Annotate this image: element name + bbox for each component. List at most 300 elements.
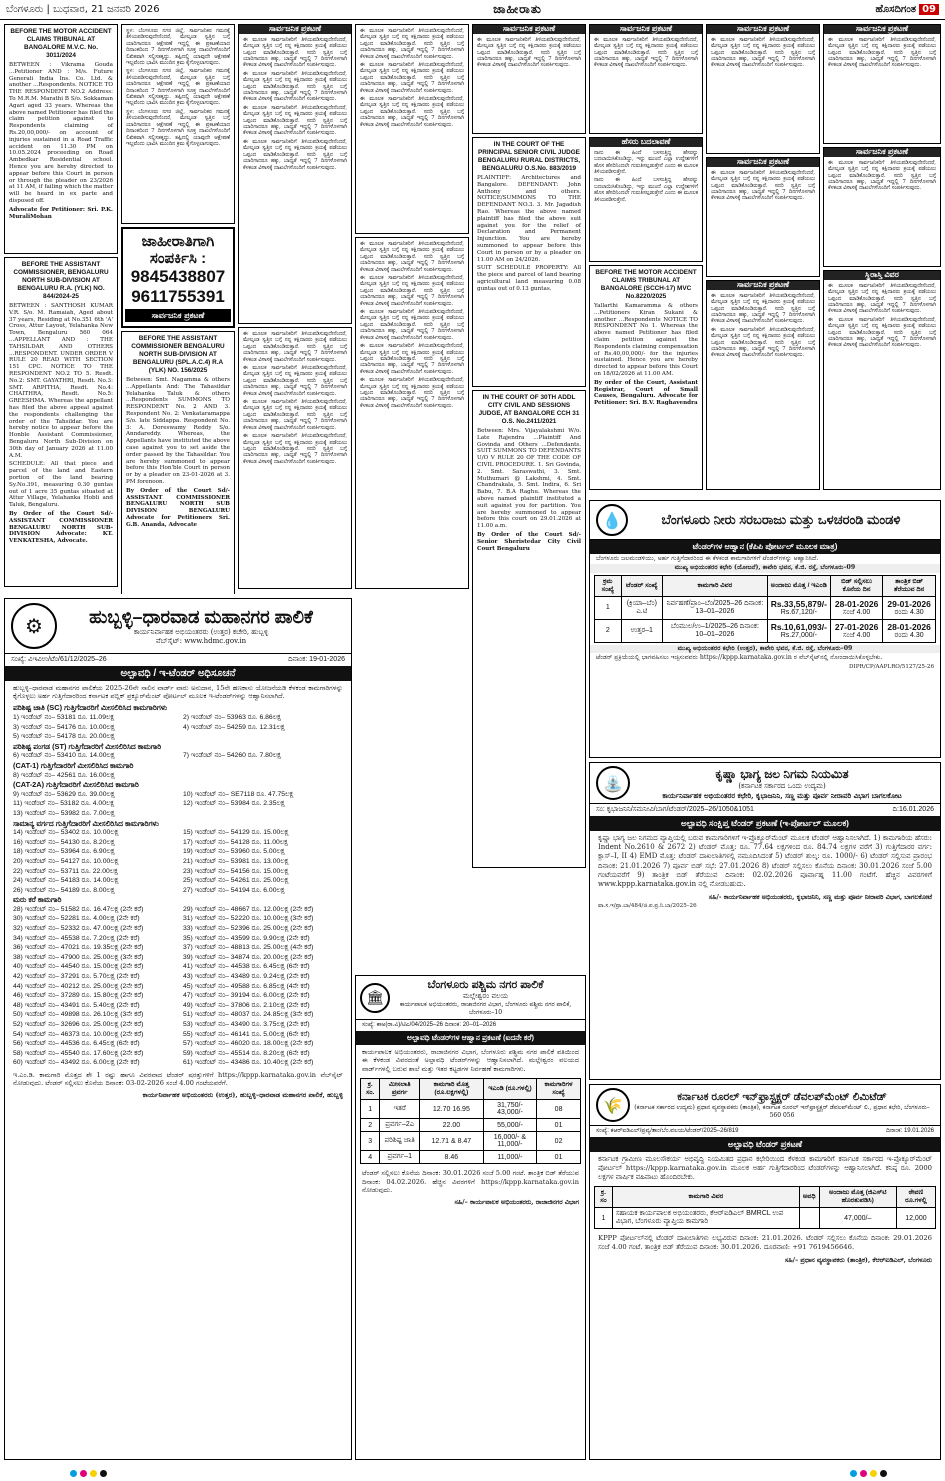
indent-item: 12) ಇಂಡೆಂಟ್ ನಂ– 53984 ರೂ. 2.35ಲಕ್ಷ xyxy=(183,800,285,808)
column-header: ಬಿಡ್ ಸಲ್ಲಿಸಲು ಕೊನೆಯ ದಿನ xyxy=(830,575,882,596)
cell-value: Rs.67,120/- xyxy=(780,609,817,617)
indent-item: 61) ಇಂಡೆಂಟ್ ನಂ– 43486 ರೂ. 10.40ಲಕ್ಷ (2ನೇ ಕರೆ) xyxy=(183,1059,314,1067)
yellow-mark xyxy=(90,1470,97,1477)
cell-cat: ಪರಿಶಿಷ್ಟ ಜಾತಿ xyxy=(380,1132,420,1151)
cell-value: Rs.10,61,093/- xyxy=(770,622,827,633)
indent-item: 57) ಇಂಡೆಂಟ್ ನಂ– 46020 ರೂ. 18.00ಲಕ್ಷ (2ನೇ ಕರೆ) xyxy=(183,1040,314,1048)
indent-group-title: ಪರಿಶಿಷ್ಟ ಪಂಗಡ (ST) ಗುತ್ತಿಗೆದಾರರಿಗೆ ಮೀಸಲಿರಿಸಿದ ಕಾಮಗಾರಿ xyxy=(13,741,162,751)
hdmc-indent-list xyxy=(5,703,351,1068)
legal-notice-mvc xyxy=(589,265,703,490)
column-header: ಠೇವಣಿ ರೂ.ಗಳಲ್ಲಿ xyxy=(896,1187,935,1208)
notice-text: ಈ ಮೂಲಕ ಸಾರ್ವಜನಿಕರಿಗೆ ತಿಳಿಯಪಡಿಸುವುದೇನೆಂದರೆ, ಮೇಲ್ಕಂಡ ಸ್ವತ್ತಿನ ಬಗ್ಗೆ ನನ್ನ ಕಕ್ಷಿದಾರರು ಕ್ರಯಕ್ಕೆ ಪಡೆಯಲು ಒಪ್ಪಂದ ಮಾಡಿಕೊಂಡಿರುತ್ತಾರೆ. ಸದರಿ ಸ್ವತ್ತಿನ ಬಗ್ಗೆ ಯಾರಿಗಾದರೂ ಹಕ್ಕು, ಬಾಧ್ಯತೆ ಇದ್ದಲ್ಲಿ 7 ದಿನಗಳೊಳಗಾಗಿ ಕೆಳಕಂಡ ವಿಳಾಸಕ್ಕೆ ದಾಖಲೆಗಳೊಂದಿಗೆ ಸಂಪರ್ಕಿಸುವುದು. xyxy=(477,36,581,69)
column-header: ಕ್ರ. ಸಂ xyxy=(595,1187,613,1208)
kannada-notice xyxy=(589,24,703,134)
indent-item: 37) ಇಂಡೆಂಟ್ ನಂ– 48813 ರೂ. 25.00ಲಕ್ಷ (4ನೇ ಕರೆ) xyxy=(183,944,314,952)
cell-emd: 11,000/- xyxy=(483,1151,536,1164)
notice-text-repeat: ಈ ಮೂಲಕ ಸಾರ್ವಜನಿಕರಿಗೆ ತಿಳಿಯಪಡಿಸುವುದೇನೆಂದರೆ, ಮೇಲ್ಕಂಡ ಸ್ವತ್ತಿನ ಬಗ್ಗೆ ನನ್ನ ಕಕ್ಷಿದಾರರು ಕ್ರಯಕ್ಕೆ ಪಡೆಯಲು ಒಪ್ಪಂದ ಮಾಡಿಕೊಂಡಿರುತ್ತಾರೆ. ಸದರಿ ಸ್ವತ್ತಿನ ಬಗ್ಗೆ ಯಾರಿಗಾದರೂ ಹಕ್ಕು, ಬಾಧ್ಯತೆ ಇದ್ದಲ್ಲಿ 7 ದಿನಗಳೊಳಗಾಗಿ ಕೆಳಕಂಡ ವಿಳಾಸಕ್ಕೆ ದಾಖಲೆಗಳೊಂದಿಗೆ ಸಂಪರ್ಕಿಸುವುದು. xyxy=(243,433,347,465)
indent-item: 48) ಇಂಡೆಂಟ್ ನಂ– 43491 ರೂ. 5.40ಲಕ್ಷ (2ನೇ ಕರೆ) xyxy=(13,1001,140,1009)
cell-sl: 4 xyxy=(361,1151,380,1164)
bwssb-code: DIPR/CP/AAPLRO/5127/25-26 xyxy=(849,663,934,670)
krdl-tender-ad xyxy=(589,1084,941,1460)
kannada-notice xyxy=(355,24,469,234)
bmp-header xyxy=(356,976,585,1020)
magenta-mark xyxy=(860,1470,867,1477)
cell-sl xyxy=(595,619,622,642)
indent-item: 43) ಇಂಡೆಂಟ್ ನಂ– 43489 ರೂ. 9.24ಲಕ್ಷ (2ನೇ ಕರೆ) xyxy=(183,973,310,981)
indent-item: 24) ಇಂಡೆಂಟ್ ನಂ– 54183 ರೂ. 14.00ಲಕ್ಷ xyxy=(13,877,119,885)
notice-text: ಸ್ಥಳ: ಬೆಂಗಳೂರು ನಗರ ಜಿಲ್ಲೆ, ಸಾರ್ವಜನಿಕರ ಗಮನಕ್ಕೆ ತಿಳಿಯಪಡಿಸುವುದೇನೆಂದರೆ, ಮೇಲ್ಕಂಡ ಸ್ವತ್ತಿನ ಬಗ್ಗೆ ಯಾರಿಗಾದರೂ ಆಕ್ಷೇಪಣೆ ಇದ್ದಲ್ಲಿ ಈ ಪ್ರಕಟಣೆಯಾದ ದಿನಾಂಕದಿಂದ 7 ದಿನಗಳೊಳಗಾಗಿ ಸೂಕ್ತ ದಾಖಲೆಗಳೊಂದಿಗೆ ಲಿಖಿತವಾಗಿ ಸಲ್ಲಿಸತಕ್ಕದ್ದು. ತಪ್ಪಿದಲ್ಲಿ ಯಾವುದೇ ಆಕ್ಷೇಪಣೆ ಇಲ್ಲವೆಂದು ಭಾವಿಸಿ ಮುಂದಿನ ಕ್ರಮ ಕೈಗೊಳ್ಳಲಾಗುವುದು. xyxy=(126,28,230,67)
notice-text-repeat: ಈ ಮೂಲಕ ಸಾರ್ವಜನಿಕರಿಗೆ ತಿಳಿಯಪಡಿಸುವುದೇನೆಂದರೆ, ಮೇಲ್ಕಂಡ ಸ್ವತ್ತಿನ ಬಗ್ಗೆ ನನ್ನ ಕಕ್ಷಿದಾರರು ಕ್ರಯಕ್ಕೆ ಪಡೆಯಲು ಒಪ್ಪಂದ ಮಾಡಿಕೊಂಡಿರುತ್ತಾರೆ. ಸದರಿ ಸ್ವತ್ತಿನ ಬಗ್ಗೆ ಯಾರಿಗಾದರೂ ಹಕ್ಕು, ಬಾಧ್ಯತೆ ಇದ್ದಲ್ಲಿ 7 ದಿನಗಳೊಳಗಾಗಿ ಕೆಳಕಂಡ ವಿಳಾಸಕ್ಕೆ ದಾಖಲೆಗಳೊಂದಿಗೆ ಸಂಪರ್ಕಿಸುವುದು. xyxy=(360,309,464,341)
notice-text: ಈ ಮೂಲಕ ಸಾರ್ವಜನಿಕರಿಗೆ ತಿಳಿಯಪಡಿಸುವುದೇನೆಂದರೆ, ಮೇಲ್ಕಂಡ ಸ್ವತ್ತಿನ ಬಗ್ಗೆ ನನ್ನ ಕಕ್ಷಿದಾರರು ಕ್ರಯಕ್ಕೆ ಪಡೆಯಲು ಒಪ್ಪಂದ ಮಾಡಿಕೊಂಡಿರುತ್ತಾರೆ. ಸದರಿ ಸ್ವತ್ತಿನ ಬಗ್ಗೆ ಯಾರಿಗಾದರೂ ಹಕ್ಕು, ಬಾಧ್ಯತೆ ಇದ್ದಲ್ಲಿ 7 ದಿನಗಳೊಳಗಾಗಿ ಕೆಳಕಂಡ ವಿಳಾಸಕ್ಕೆ ದಾಖಲೆಗಳೊಂದಿಗೆ ಸಂಪರ್ಕಿಸುವುದು. xyxy=(594,36,698,69)
kbjnl-code: ವಾ.ಸ.ಇ/ಪ್ರಾ.ಬಾ/484/ಜಿ.ಪ.ಪ್ರ.ನಿ.ಬಾ/2025–26 xyxy=(598,902,697,909)
bwssb-title: ಬೆಂಗಳೂರು ನೀರು ಸರಬರಾಜು ಮತ್ತು ಒಳಚರಂಡಿ ಮಂಡಳಿ xyxy=(661,512,901,527)
notice-text: ಈ ಮೂಲಕ ಸಾರ್ವಜನಿಕರಿಗೆ ತಿಳಿಯಪಡಿಸುವುದೇನೆಂದರೆ, ಮೇಲ್ಕಂಡ ಸ್ವತ್ತಿನ ಬಗ್ಗೆ ನನ್ನ ಕಕ್ಷಿದಾರರು ಕ್ರಯಕ್ಕೆ ಪಡೆಯಲು ಒಪ್ಪಂದ ಮಾಡಿಕೊಂಡಿರುತ್ತಾರೆ. ಸದರಿ ಸ್ವತ್ತಿನ ಬಗ್ಗೆ ಯಾರಿಗಾದರೂ ಹಕ್ಕು, ಬಾಧ್ಯತೆ ಇದ್ದಲ್ಲಿ 7 ದಿನಗಳೊಳಗಾಗಿ ಕೆಳಕಂಡ ವಿಳಾಸಕ್ಕೆ ದಾಖಲೆಗಳೊಂದಿಗೆ ಸಂಪರ್ಕಿಸುವುದು. xyxy=(828,282,936,315)
indent-item: 32) ಇಂಡೆಂಟ್ ನಂ– 52332 ರೂ. 47.00ಲಕ್ಷ (2ನೇ ಕರೆ) xyxy=(13,925,144,933)
indent-group-title: (CAT-2A) ಗುತ್ತಿಗೆದಾರರಿಗೆ ಮೀಸಲಿರಿಸಿದ ಕಾಮಗಾರಿ xyxy=(13,780,139,790)
notice-sign: By Order of the Court Sd/- Senior Sheristedar City Civil Court Bengaluru xyxy=(477,531,581,552)
indent-group-title: ಪರಿಶಿಷ್ಟ ಜಾತಿ (SC) ಗುತ್ತಿಗೆದಾರರಿಗೆ ಮೀಸಲಿರಿಸಿದ ಕಾಮಗಾರಿಗಳು xyxy=(13,703,168,713)
indent-group-title: ಮರು ಕರೆ ಕಾಮಗಾರಿ xyxy=(13,895,62,905)
indent-item: 60) ಇಂಡೆಂಟ್ ನಂ– 43492 ರೂ. 6.00ಲಕ್ಷ (2ನೇ ಕರೆ) xyxy=(13,1059,140,1067)
notice-text: ನಾನು ಈ ಹಿಂದೆ ಬಳಸುತ್ತಿದ್ದ ಹೆಸರನ್ನು ಬದಲಾಯಿಸಿಕೊಂಡಿದ್ದು, ಇನ್ನು ಮುಂದೆ ಎಲ್ಲಾ ಉದ್ದೇಶಗಳಿಗೆ ಹೊಸ ಹೆಸರಿನಿಂದಲೇ ಗುರುತಿಸಲ್ಪಡುತ್ತೇನೆ ಎಂದು ಈ ಮೂಲಕ ತಿಳಿಯಪಡಿಸುತ್ತೇನೆ. xyxy=(594,149,698,176)
indent-item: 27) ಇಂಡೆಂಟ್ ನಂ– 54194 ರೂ. 6.00ಲಕ್ಷ xyxy=(183,886,285,894)
table-row xyxy=(595,1208,936,1229)
column-header: ಅವಧಿ xyxy=(799,1187,819,1208)
bwssb-sub-1: ಮುಖ್ಯ ಅಭಿಯಂತರರ ಕಛೇರಿ (ಯೋಜನೆ), ಕಾವೇರಿ ಭವನ, ಕೆ.ಜಿ. ರಸ್ತೆ, ಬೆಂಗಳೂರು–09 xyxy=(590,564,940,572)
notice-text: ಈ ಮೂಲಕ ಸಾರ್ವಜನಿಕರಿಗೆ ತಿಳಿಯಪಡಿಸುವುದೇನೆಂದರೆ, ಮೇಲ್ಕಂಡ ಸ್ವತ್ತಿನ ಬಗ್ಗೆ ನನ್ನ ಕಕ್ಷಿದಾರರು ಕ್ರಯಕ್ಕೆ ಪಡೆಯಲು ಒಪ್ಪಂದ ಮಾಡಿಕೊಂಡಿರುತ್ತಾರೆ. ಸದರಿ ಸ್ವತ್ತಿನ ಬಗ್ಗೆ ಯಾರಿಗಾದರೂ ಹಕ್ಕು, ಬಾಧ್ಯತೆ ಇದ್ದಲ್ಲಿ 7 ದಿನಗಳೊಳಗಾಗಿ ಕೆಳಕಂಡ ವಿಳಾಸಕ್ಕೆ ದಾಖಲೆಗಳೊಂದಿಗೆ ಸಂಪರ್ಕಿಸುವುದು. xyxy=(828,159,936,192)
yellow-mark xyxy=(870,1470,877,1477)
indent-item: 55) ಇಂಡೆಂಟ್ ನಂ– 46141 ರೂ. 5.00ಲಕ್ಷ (6ನೇ ಕರೆ) xyxy=(183,1030,310,1038)
indent-item: 36) ಇಂಡೆಂಟ್ ನಂ– 47021 ರೂ. 19.35ಲಕ್ಷ (2ನೇ ಕರೆ) xyxy=(13,944,144,952)
notice-heading: IN THE COURT OF 30TH ADDL CITY CIVIL AND SESSIONS JUDGE, AT BANGALORE CCH 31 O.S. No.2411/2021 xyxy=(478,394,580,425)
cell-emd: 31,750/- 43,000/- xyxy=(483,1100,536,1119)
cyan-mark xyxy=(70,1470,77,1477)
column-header: ಮೀಸಲಾತಿ ಪ್ರವರ್ಗ xyxy=(380,1079,420,1100)
notice-band: ಸ್ಥಿರಾಸ್ತಿ ವಿವರ xyxy=(824,271,940,280)
cell-value: Rs.33,55,879/- xyxy=(770,599,827,610)
kbjnl-text: ಕೃಷ್ಣಾ ಭಾಗ್ಯ ಜಲ ನಿಗಮದ ವ್ಯಾಪ್ತಿಯಲ್ಲಿ ಬರುವ ಕಾಮಗಾರಿಗಳಿಗೆ ಇ-ಪ್ರೊಕ್ಯೂರ್‌ಮೆಂಟ್ ಮೂಲಕ ಟೆಂಡರ್ ಆಹ್ವಾನಿಸಲಾಗಿದೆ. 1) ಕಾಮಗಾರಿಯ ಹೆಸರು: Indent No.2610 & 2672 2) ಟೆಂಡರ್ ಮೊತ್ತ: ರೂ. 77.64 ಲಕ್ಷಗಳಿಂದ ರೂ. 84.74 ಲಕ್ಷಗಳ ವರೆಗೆ 3) ಗುತ್ತಿಗೆದಾರರ ವರ್ಗ: ಕ್ಲಾಸ್–I, II 4) EMD ಮೊತ್ತ: ಟೆಂಡರ್ ದಾಖಲಾತಿಗಳಲ್ಲಿ ನಮೂದಿಸಿದಂತೆ 5) ಟೆಂಡರ್ ಶುಲ್ಕ: ರೂ. 1000/- 6) ಟೆಂಡರ್ ಸಲ್ಲಿಸುವ ಪ್ರಾರಂಭ ದಿನಾಂಕ: 21.01.2026 7) ಪೂರ್ವ ಬಿಡ್ ಸಭೆ: 27.01.2026 8) ಟೆಂಡರ್ ಸಲ್ಲಿಸಲು ಕೊನೆಯ ದಿನಾಂಕ: 30.01.2026 ಸಂಜೆ 5.00 ಗಂಟೆಯವರೆಗೆ 9) ತಾಂತ್ರಿಕ ಬಿಡ್ ತೆರೆಯುವ ದಿನಾಂಕ: 02.02.2026 ಪೂರ್ವಾಹ್ನ 11.00 ಗಂಟೆಗೆ. ಹೆಚ್ಚಿನ ವಿವರಗಳಿಗೆ www.kppp.karnataka.gov.in ನಲ್ಲಿ ನೋಡಬಹುದು. xyxy=(598,834,932,889)
hdmc-meta xyxy=(5,654,351,666)
notice-heading: BEFORE THE MOTOR ACCIDENT CLAIMS TRIBUNAL AT BANGALORE (SCCH-17) MVC No.8220/2025 xyxy=(595,269,697,300)
registration-marks-right xyxy=(850,1470,887,1477)
legal-notice-os883 xyxy=(472,137,586,387)
notice-band: ಸಾರ್ವಜನಿಕ ಪ್ರಕಟಣೆ xyxy=(473,25,585,34)
bmp-meta xyxy=(356,1020,585,1031)
indent-item: 34) ಇಂಡೆಂಟ್ ನಂ– 45538 ರೂ. 7.20ಲಕ್ಷ (2ನೇ ಕರೆ) xyxy=(13,934,140,942)
notice-text-repeat: ಈ ಮೂಲಕ ಸಾರ್ವಜನಿಕರಿಗೆ ತಿಳಿಯಪಡಿಸುವುದೇನೆಂದರೆ, ಮೇಲ್ಕಂಡ ಸ್ವತ್ತಿನ ಬಗ್ಗೆ ನನ್ನ ಕಕ್ಷಿದಾರರು ಕ್ರಯಕ್ಕೆ ಪಡೆಯಲು ಒಪ್ಪಂದ ಮಾಡಿಕೊಂಡಿರುತ್ತಾರೆ. ಸದರಿ ಸ್ವತ್ತಿನ ಬಗ್ಗೆ ಯಾರಿಗಾದರೂ ಹಕ್ಕು, ಬಾಧ್ಯತೆ ಇದ್ದಲ್ಲಿ 7 ದಿನಗಳೊಳಗಾಗಿ ಕೆಳಕಂಡ ವಿಳಾಸಕ್ಕೆ ದಾಖಲೆಗಳೊಂದಿಗೆ ಸಂಪರ್ಕಿಸುವುದು. xyxy=(360,96,464,128)
bwssb-tender-ad xyxy=(589,500,941,758)
notice-schedule: SCHEDULE: All that piece and parcel of the land and Eastern portion of the land bearing Sy.No.391, measuring 0.30 guntas out of 1 acre 35 guntas situated at Attur Village, Yelahanka Hobli and Taluk, Bengaluru. xyxy=(9,461,113,509)
bwssb-logo-icon: 💧 xyxy=(596,504,628,536)
bmp-emblem-icon: 🏛 xyxy=(360,983,390,1013)
column-7 xyxy=(706,24,820,499)
hdmc-title: ಹುಬ್ಬಳ್ಳಿ–ಧಾರವಾಡ ಮಹಾನಗರ ಪಾಲಿಕೆ xyxy=(89,606,313,627)
kbjnl-header xyxy=(590,763,940,804)
cell-work: ಸಹಾಯಕ ಕಾರ್ಯಪಾಲಕ ಅಭಿಯಂತರರು, ಕೆಆರ್‌ಐಡಿಎಲ್ BMRCL ಉಪ ವಿಭಾಗ, ಬೆಂಗಳೂರು ವ್ಯಾಪ್ತಿಯ ಕಾಮಗಾರಿ xyxy=(612,1208,799,1229)
column-header: ಕ್ರಮ ಸಂಖ್ಯೆ xyxy=(595,575,622,596)
krdl-ref: ಸಂಖ್ಯೆ: ಕಆರ್‌ಐಡಿಎಲ್/ಪ್ರವ್ಯ/ತಾಂ/ಬೆಂ.ವಲಯ/ಟೆಂಡರ್/2025–26/819 xyxy=(596,1128,739,1134)
krdl-sign: ಸಹಿ/– ಪ್ರಧಾನ ವ್ಯವಸ್ಥಾಪಕರು (ತಾಂತ್ರಿಕ), ಕೆಆರ್‌ಐಡಿಎಲ್, ಬೆಂಗಳೂರು xyxy=(784,1255,932,1264)
notice-text: ಈ ಮೂಲಕ ಸಾರ್ವಜನಿಕರಿಗೆ ತಿಳಿಯಪಡಿಸುವುದೇನೆಂದರೆ, ಮೇಲ್ಕಂಡ ಸ್ವತ್ತಿನ ಬಗ್ಗೆ ನನ್ನ ಕಕ್ಷಿದಾರರು ಕ್ರಯಕ್ಕೆ ಪಡೆಯಲು ಒಪ್ಪಂದ ಮಾಡಿಕೊಂಡಿರುತ್ತಾರೆ. ಸದರಿ ಸ್ವತ್ತಿನ ಬಗ್ಗೆ ಯಾರಿಗಾದರೂ ಹಕ್ಕು, ಬಾಧ್ಯತೆ ಇದ್ದಲ್ಲಿ 7 ದಿನಗಳೊಳಗಾಗಿ ಕೆಳಕಂಡ ವಿಳಾಸಕ್ಕೆ ದಾಖಲೆಗಳೊಂದಿಗೆ ಸಂಪರ್ಕಿಸುವುದು. xyxy=(360,28,464,60)
kbjnl-date: ದಿ:16.01.2026 xyxy=(892,806,934,813)
indent-item: 20) ಇಂಡೆಂಟ್ ನಂ– 54127 ರೂ. 10.00ಲಕ್ಷ xyxy=(13,857,119,865)
notice-sign: By order of the Court, Assistant Registrar, Court of Small Causes, Bengaluru. Advocate for Petitioner: Sri. B.V. Raghavendra xyxy=(594,379,698,407)
column-header: ಟೆಂಡರ್ ಸಂಖ್ಯೆ xyxy=(621,575,663,596)
indent-item: 14) ಇಂಡೆಂಟ್ ನಂ– 53402 ರೂ. 10.00ಲಕ್ಷ xyxy=(13,829,119,837)
ads-phone-2[interactable]: 9611755391 xyxy=(131,287,225,306)
cell-value: ಸಂಜೆ 4.00 xyxy=(842,608,871,616)
cell-amt: 12.70 16.95 xyxy=(420,1100,484,1119)
masthead-bar xyxy=(0,0,945,20)
column-header: ಕಾಮಗಾರಿಗಳ ಸಂಖ್ಯೆ xyxy=(537,1079,581,1100)
kannada-notice xyxy=(238,24,352,324)
hdmc-emblem-icon: ⚙ xyxy=(11,603,57,649)
indent-item: 26) ಇಂಡೆಂಟ್ ನಂ– 54189 ರೂ. 8.00ಲಕ್ಷ xyxy=(13,886,115,894)
cell-work xyxy=(663,596,768,619)
kbjnl-tender-ad xyxy=(589,762,941,1080)
indent-item: 18) ಇಂಡೆಂಟ್ ನಂ– 53964 ರೂ. 6.90ಲಕ್ಷ xyxy=(13,848,115,856)
magenta-mark xyxy=(80,1470,87,1477)
cell-cat: ಪ್ರವರ್ಗ–1 xyxy=(380,1151,420,1164)
indent-item: 41) ಇಂಡೆಂಟ್ ನಂ– 44538 ರೂ. 6.45ಲಕ್ಷ (6ನೇ ಕರೆ) xyxy=(183,963,310,971)
kbjnl-sub-1: (ಕರ್ನಾಟಕ ಸರ್ಕಾರದ ಒಂದು ಉದ್ಯಮ) xyxy=(738,781,826,790)
kbjnl-title: ಕೃಷ್ಣಾ ಭಾಗ್ಯ ಜಲ ನಿಗಮ ನಿಯಮಿತ xyxy=(715,766,849,781)
kannada-notice-2 xyxy=(238,327,352,589)
indent-item: 19) ಇಂಡೆಂಟ್ ನಂ– 53960 ರೂ. 5.00ಲಕ್ಷ xyxy=(183,848,285,856)
bmp-tender-ad xyxy=(355,975,586,1460)
table-row xyxy=(361,1100,581,1119)
bmp-title: ಬೆಂಗಳೂರು ಪಶ್ಚಿಮ ನಗರ ಪಾಲಿಕೆ xyxy=(427,979,544,991)
bwssb-sub-2: ಮುಖ್ಯ ಅಭಿಯಂತರರ ಕಛೇರಿ (ಉತ್ತರ), ಕಾವೇರಿ ಭವನ, ಕೆ.ಜಿ. ರಸ್ತೆ, ಬೆಂಗಳೂರು–09 xyxy=(590,645,940,653)
bwssb-footer: ಟೆಂಡರ್ ಪ್ರಕ್ರಿಯೆಯಲ್ಲಿ ಭಾಗವಹಿಸಲು ಇಚ್ಛಿಸುವವರು https://kppp.karnataka.gov.in ರ ವೆಬ್‌ಸೈಟ್‌ನಲ್ಲಿ ನೋಂದಾಯಿಸಿಕೊಳ್ಳಬೇಕು. xyxy=(596,654,883,662)
notice-body: PLAINTIFF: Architectures and Bangalore. DEFENDANT: John Anthony and others. NOTICE/SUMMONS TO THE DEFENDANT NO.3. 3. Mr. Jagadish Rao. Whereas the above named plaintiff has filed the above suit against you for the relief of Declaration and Permanent Injunction. You are hereby summoned to appear before this Court in person or by a pleader on 11.00 AM on 24/2026. xyxy=(477,175,581,263)
cell-value: ರಂದು 4.30 xyxy=(894,608,924,616)
indent-item: 35) ಇಂಡೆಂಟ್ ನಂ– 43599 ರೂ. 9.90ಲಕ್ಷ (2ನೇ ಕರೆ) xyxy=(183,934,310,942)
column-6 xyxy=(589,24,703,499)
cell-value: 27-01-2026 xyxy=(834,621,879,632)
indent-item: 21) ಇಂಡೆಂಟ್ ನಂ– 53981 ರೂ. 13.00ಲಕ್ಷ xyxy=(183,857,289,865)
cell-value: ರಂದು 4.30 xyxy=(894,631,924,639)
column-header: ತಾಂತ್ರಿಕ ಬಿಡ್ ತೆರೆಯುವ ದಿನ xyxy=(883,575,936,596)
bmp-text: ಕಾರ್ಯಪಾಲಕ ಅಭಿಯಂತರರು, ರಾಜಾಜಿನಗರ ವಿಭಾಗ, ಬೆಂಗಳೂರು ಪಶ್ಚಿಮ ನಗರ ಪಾಲಿಕೆ ವತಿಯಿಂದ ಈ ಕೆಳಕಂಡ ವಿವರದಂತೆ ಅಲ್ಪಾವಧಿ ಟೆಂಡರ್‌ಗಳನ್ನು ಆಹ್ವಾನಿಸಲಾಗಿದೆ. ಮಲ್ಲೇಶ್ವರಂ ವಲಯದ ವಾರ್ಡ್‌ಗಳಲ್ಲಿ ಬರುವ ಶಾಲೆ ಮತ್ತು ಇತರ ಕಟ್ಟಡಗಳ ನಿರ್ವಹಣೆ ಕಾಮಗಾರಿಗಳು. xyxy=(362,1048,579,1073)
kannada-notice xyxy=(823,24,941,144)
column-header: ಕಾಮಗಾರಿ ವಿವರ xyxy=(663,575,768,596)
kbjnl-sub-2: ಕಾರ್ಯನಿರ್ವಾಹಕ ಅಭಿಯಂತರರ ಕಛೇರಿ, ಕೃಭಾಜನಿನಿ, ಸಣ್ಣ ಮತ್ತು ಪೂರ್ವ ನೀರಾವರಿ ವಿಭಾಗ ಬಾಗಲಕೋಟ xyxy=(662,790,902,800)
indent-item: 47) ಇಂಡೆಂಟ್ ನಂ– 39194 ರೂ. 6.00ಲಕ್ಷ (2ನೇ ಕರೆ) xyxy=(183,992,310,1000)
kbjnl-meta xyxy=(590,804,940,816)
bwssb-tender-table xyxy=(594,575,936,643)
cell-count: 02 xyxy=(537,1132,581,1151)
indent-item: 39) ಇಂಡೆಂಟ್ ನಂ– 34874 ರೂ. 20.00ಲಕ್ಷ (2ನೇ ಕರೆ) xyxy=(183,953,314,961)
legal-notice-ac-2 xyxy=(121,331,235,594)
notice-text-repeat: ಈ ಮೂಲಕ ಸಾರ್ವಜನಿಕರಿಗೆ ತಿಳಿಯಪಡಿಸುವುದೇನೆಂದರೆ, ಮೇಲ್ಕಂಡ ಸ್ವತ್ತಿನ ಬಗ್ಗೆ ನನ್ನ ಕಕ್ಷಿದಾರರು ಕ್ರಯಕ್ಕೆ ಪಡೆಯಲು ಒಪ್ಪಂದ ಮಾಡಿಕೊಂಡಿರುತ್ತಾರೆ. ಸದರಿ ಸ್ವತ್ತಿನ ಬಗ್ಗೆ ಯಾರಿಗಾದರೂ ಹಕ್ಕು, ಬಾಧ್ಯತೆ ಇದ್ದಲ್ಲಿ 7 ದಿನಗಳೊಳಗಾಗಿ ಕೆಳಕಂಡ ವಿಳಾಸಕ್ಕೆ ದಾಖಲೆಗಳೊಂದಿಗೆ ಸಂಪರ್ಕಿಸುವುದು. xyxy=(828,316,936,349)
indent-item: 6) ಇಂಡೆಂಟ್ ನಂ– 53410 ರೂ. 14.00ಲಕ್ಷ xyxy=(13,752,115,760)
indent-item: 45) ಇಂಡೆಂಟ್ ನಂ– 49588 ರೂ. 6.85ಲಕ್ಷ (4ನೇ ಕರೆ) xyxy=(183,982,310,990)
notice-sign: By Order of the Court Sd/- ASSISTANT COMMISSIONER BENGALURU NORTH SUB-DIVISION Advocate: KT. VENKATESHA, Advocate. xyxy=(9,510,113,545)
cell-value: ಉತ್ತರ–1 xyxy=(630,626,653,634)
table-row xyxy=(361,1151,581,1164)
krdl-tender-table xyxy=(594,1186,936,1229)
hdmc-header xyxy=(5,599,351,654)
cell-amount xyxy=(767,619,830,642)
indent-item: 23) ಇಂಡೆಂಟ್ ನಂ– 54156 ರೂ. 15.00ಲಕ್ಷ xyxy=(183,867,289,875)
notice-text-repeat: ಈ ಮೂಲಕ ಸಾರ್ವಜನಿಕರಿಗೆ ತಿಳಿಯಪಡಿಸುವುದೇನೆಂದರೆ, ಮೇಲ್ಕಂಡ ಸ್ವತ್ತಿನ ಬಗ್ಗೆ ನನ್ನ ಕಕ್ಷಿದಾರರು ಕ್ರಯಕ್ಕೆ ಪಡೆಯಲು ಒಪ್ಪಂದ ಮಾಡಿಕೊಂಡಿರುತ್ತಾರೆ. ಸದರಿ ಸ್ವತ್ತಿನ ಬಗ್ಗೆ ಯಾರಿಗಾದರೂ ಹಕ್ಕು, ಬಾಧ್ಯತೆ ಇದ್ದಲ್ಲಿ 7 ದಿನಗಳೊಳಗಾಗಿ ಕೆಳಕಂಡ ವಿಳಾಸಕ್ಕೆ ದಾಖಲೆಗಳೊಂದಿಗೆ ಸಂಪರ್ಕಿಸುವುದು. xyxy=(711,326,815,359)
notice-heading: BEFORE THE MOTOR ACCIDENT CLAIMS TRIBUNAL AT BANGALORE M.V.C. No. 3011/2024 xyxy=(10,28,112,59)
cell-emd: 16,000/- & 11,000/- xyxy=(483,1132,536,1151)
cell-value: ನಿರ್ವಹಣೆ/ಪ್ರಾಂ–ಬೆಂ/2025–26 ದಿನಾಂಕ: 13–01–2026 xyxy=(666,600,764,616)
column-header: ಅಂದಾಜು ಮೊತ್ತ / ಇಎಂಡಿ xyxy=(767,575,830,596)
bwssb-intro: ಬೆಂಗಳೂರು ಜಲಮಂಡಳಿಯು, ಅರ್ಹ ಗುತ್ತಿಗೆದಾರರಿಂದ ಈ ಕೆಳಕಂಡ ಕಾಮಗಾರಿಗಳಿಗೆ ಟೆಂಡರ್‌ಗಳನ್ನು ಆಹ್ವಾನಿಸಿದೆ. xyxy=(596,555,819,562)
bmp-tender-bar: ಅಲ್ಪಾವಧಿ ಟೆಂಡರ್‌ಗಳ ಆಹ್ವಾನ ಪ್ರಕಟಣೆ (ಐದನೇ ಕರೆ) xyxy=(356,1031,585,1045)
column-header: ಇಎಂಡಿ (ರೂ.ಗಳಲ್ಲಿ) xyxy=(483,1079,536,1100)
page-number: 09 xyxy=(919,4,939,15)
notice-band: ಸಾರ್ವಜನಿಕ ಪ್ರಕಟಣೆ xyxy=(707,25,819,34)
section-title: ಜಾಹೀರಾತು xyxy=(493,2,542,16)
cell-count: 01 xyxy=(537,1151,581,1164)
notice-text: ಈ ಮೂಲಕ ಸಾರ್ವಜನಿಕರಿಗೆ ತಿಳಿಯಪಡಿಸುವುದೇನೆಂದರೆ, ಮೇಲ್ಕಂಡ ಸ್ವತ್ತಿನ ಬಗ್ಗೆ ನನ್ನ ಕಕ್ಷಿದಾರರು ಕ್ರಯಕ್ಕೆ ಪಡೆಯಲು ಒಪ್ಪಂದ ಮಾಡಿಕೊಂಡಿರುತ್ತಾರೆ. ಸದರಿ ಸ್ವತ್ತಿನ ಬಗ್ಗೆ ಯಾರಿಗಾದರೂ ಹಕ್ಕು, ಬಾಧ್ಯತೆ ಇದ್ದಲ್ಲಿ 7 ದಿನಗಳೊಳಗಾಗಿ ಕೆಳಕಂಡ ವಿಳಾಸಕ್ಕೆ ದಾಖಲೆಗಳೊಂದಿಗೆ ಸಂಪರ್ಕಿಸುವುದು. xyxy=(360,241,464,273)
notice-text-repeat: ಸ್ಥಳ: ಬೆಂಗಳೂರು ನಗರ ಜಿಲ್ಲೆ, ಸಾರ್ವಜನಿಕರ ಗಮನಕ್ಕೆ ತಿಳಿಯಪಡಿಸುವುದೇನೆಂದರೆ, ಮೇಲ್ಕಂಡ ಸ್ವತ್ತಿನ ಬಗ್ಗೆ ಯಾರಿಗಾದರೂ ಆಕ್ಷೇಪಣೆ ಇದ್ದಲ್ಲಿ ಈ ಪ್ರಕಟಣೆಯಾದ ದಿನಾಂಕದಿಂದ 7 ದಿನಗಳೊಳಗಾಗಿ ಸೂಕ್ತ ದಾಖಲೆಗಳೊಂದಿಗೆ ಲಿಖಿತವಾಗಿ ಸಲ್ಲಿಸತಕ್ಕದ್ದು. ತಪ್ಪಿದಲ್ಲಿ ಯಾವುದೇ ಆಕ್ಷೇಪಣೆ ಇಲ್ಲವೆಂದು ಭಾವಿಸಿ ಮುಂದಿನ ಕ್ರಮ ಕೈಗೊಳ್ಳಲಾಗುವುದು. xyxy=(126,68,230,107)
notice-sign: Advocate for Petitioner: Sri. P.K. MuraliMohan xyxy=(9,206,113,220)
kannada-notice-2 xyxy=(706,157,820,277)
indent-item: 59) ಇಂಡೆಂಟ್ ನಂ– 45514 ರೂ. 8.20ಲಕ್ಷ (6ನೇ ಕರೆ) xyxy=(183,1049,310,1057)
indent-item: 31) ಇಂಡೆಂಟ್ ನಂ– 52220 ರೂ. 10.00ಲಕ್ಷ (3ನೇ ಕರೆ) xyxy=(183,915,314,923)
hdmc-ref: ಸಂಖ್ಯೆ: ವಿಇವಿಉ/ಟೆಂ/61/12/2025–26 xyxy=(11,656,107,663)
cell-amount xyxy=(767,596,830,619)
cell-amt: 8.46 xyxy=(420,1151,484,1164)
indent-item: 46) ಇಂಡೆಂಟ್ ನಂ– 37289 ರೂ. 15.80ಲಕ್ಷ (2ನೇ ಕರೆ) xyxy=(13,992,144,1000)
notice-heading: BEFORE THE ASSISTANT COMMISSIONER BENGALURU NORTH SUB-DIVISION AT BENGALURU (SPL.A.C.4) R.A (YLK) NO. 156/2025 xyxy=(131,335,225,374)
black-mark xyxy=(100,1470,107,1477)
notice-sign: By Order of the Court Sd/- ASSISTANT COMMISSIONER BENGALURU NORTH SUB DIVISION BENGALURU Advocate for Petitioners Sri. G.B. Ananda, Advocate xyxy=(126,487,230,528)
cell-work xyxy=(663,619,768,642)
indent-item: 5) ಇಂಡೆಂಟ್ ನಂ– 54178 ರೂ. 20.00ಲಕ್ಷ xyxy=(13,733,115,741)
notice-text-repeat: ನಾನು ಈ ಹಿಂದೆ ಬಳಸುತ್ತಿದ್ದ ಹೆಸರನ್ನು ಬದಲಾಯಿಸಿಕೊಂಡಿದ್ದು, ಇನ್ನು ಮುಂದೆ ಎಲ್ಲಾ ಉದ್ದೇಶಗಳಿಗೆ ಹೊಸ ಹೆಸರಿನಿಂದಲೇ ಗುರುತಿಸಲ್ಪಡುತ್ತೇನೆ ಎಂದು ಈ ಮೂಲಕ ತಿಳಿಯಪಡಿಸುತ್ತೇನೆ. xyxy=(594,177,698,203)
hdmc-intro: ಹುಬ್ಬಳ್ಳಿ–ಧಾರವಾಡ ಮಹಾನಗರ ಪಾಲಿಕೆಯ 2025-26ನೇ ಸಾಲಿನ ವಾರ್ಡ್ ವಾರು ಅನುದಾನ, 15ನೇ ಹಣಕಾಸು ಯೋಜನೆಯಡಿ ಕೆಳಕಂಡ ಕಾಮಗಾರಿಗಳನ್ನು ಕೈಗೊಳ್ಳಲು ಅರ್ಹ ಗುತ್ತಿಗೆದಾರರಿಂದ ಕರ್ನಾಟಕ ಪಬ್ಲಿಕ್ ಪ್ರಕ್ಯೂರ್‌ಮೆಂಟ್ ಪೋರ್ಟಲ್ ಮೂಲಕ ಇ-ಟೆಂಡರ್‌ಗಳನ್ನು ಆಹ್ವಾನಿಸಲಾಗಿದೆ. xyxy=(13,684,343,701)
cyan-mark xyxy=(850,1470,857,1477)
column-header: ಕಾಮಗಾರಿ ವಿವರ xyxy=(612,1187,799,1208)
cell-count: 01 xyxy=(537,1119,581,1132)
notice-text-repeat: ಸ್ಥಳ: ಬೆಂಗಳೂರು ನಗರ ಜಿಲ್ಲೆ, ಸಾರ್ವಜನಿಕರ ಗಮನಕ್ಕೆ ತಿಳಿಯಪಡಿಸುವುದೇನೆಂದರೆ, ಮೇಲ್ಕಂಡ ಸ್ವತ್ತಿನ ಬಗ್ಗೆ ಯಾರಿಗಾದರೂ ಆಕ್ಷೇಪಣೆ ಇದ್ದಲ್ಲಿ ಈ ಪ್ರಕಟಣೆಯಾದ ದಿನಾಂಕದಿಂದ 7 ದಿನಗಳೊಳಗಾಗಿ ಸೂಕ್ತ ದಾಖಲೆಗಳೊಂದಿಗೆ ಲಿಖಿತವಾಗಿ ಸಲ್ಲಿಸತಕ್ಕದ್ದು. ತಪ್ಪಿದಲ್ಲಿ ಯಾವುದೇ ಆಕ್ಷೇಪಣೆ ಇಲ್ಲವೆಂದು ಭಾವಿಸಿ ಮುಂದಿನ ಕ್ರಮ ಕೈಗೊಳ್ಳಲಾಗುವುದು. xyxy=(126,108,230,147)
bmp-sub-2: ಕಾರ್ಯಪಾಲಕ ಅಭಿಯಂತರರು, ರಾಜಾಜಿನಗರ ವಿಭಾಗ, ಬೆಂಗಳೂರು ಪಶ್ಚಿಮ ನಗರ ಪಾಲಿಕೆ, ಬೆಂಗಳೂರು–10 xyxy=(399,1001,572,1016)
cell-tender xyxy=(621,596,663,619)
cell-emd: 55,000/- xyxy=(483,1119,536,1132)
notice-text-repeat: ಈ ಮೂಲಕ ಸಾರ್ವಜನಿಕರಿಗೆ ತಿಳಿಯಪಡಿಸುವುದೇನೆಂದರೆ, ಮೇಲ್ಕಂಡ ಸ್ವತ್ತಿನ ಬಗ್ಗೆ ನನ್ನ ಕಕ್ಷಿದಾರರು ಕ್ರಯಕ್ಕೆ ಪಡೆಯಲು ಒಪ್ಪಂದ ಮಾಡಿಕೊಂಡಿರುತ್ತಾರೆ. ಸದರಿ ಸ್ವತ್ತಿನ ಬಗ್ಗೆ ಯಾರಿಗಾದರೂ ಹಕ್ಕು, ಬಾಧ್ಯತೆ ಇದ್ದಲ್ಲಿ 7 ದಿನಗಳೊಳಗಾಗಿ ಕೆಳಕಂಡ ವಿಳಾಸಕ್ಕೆ ದಾಖಲೆಗಳೊಂದಿಗೆ ಸಂಪರ್ಕಿಸುವುದು. xyxy=(243,104,347,137)
column-header: ಕಾಮಗಾರಿ ಮೊತ್ತ (ರೂ.ಲಕ್ಷಗಳಲ್ಲಿ) xyxy=(420,1079,484,1100)
kannada-notice-3 xyxy=(706,280,820,490)
advertising-contact-box xyxy=(121,227,235,328)
cell-value: Rs.27,000/- xyxy=(780,632,817,640)
indent-item: 25) ಇಂಡೆಂಟ್ ನಂ– 54261 ರೂ. 25.00ಲಕ್ಷ xyxy=(183,877,289,885)
registration-marks-left xyxy=(70,1470,107,1477)
hdmc-footer: ಇ.ಎಂ.ಡಿ. ಕಾಮಗಾರಿ ಮೊತ್ತದ ಶೇ 1 ರಷ್ಟು ಹಾಗೂ ವಿವರವಾದ ಟೆಂಡರ್ ಷರತ್ತುಗಳಿಗೆ https://kppp.karnataka.gov.in ವೆಬ್‌ಸೈಟ್ ನೋಡುವುದು. ಟೆಂಡರ್ ಸಲ್ಲಿಸಲು ಕೊನೆಯ ದಿನಾಂಕ: 03-02-2026 ಸಂಜೆ 4.00 ಗಂಟೆಯವರೆಗೆ. xyxy=(13,1070,343,1088)
legal-notice-os2411 xyxy=(472,390,586,868)
table-row xyxy=(361,1119,581,1132)
notice-band: ಸಾರ್ವಜನಿಕ ಪ್ರಕಟಣೆ xyxy=(824,148,940,157)
hdmc-tender-ad xyxy=(4,598,352,1460)
cell-value: 1 xyxy=(605,604,610,612)
column-header: ಅಂದಾಜು ಮೊತ್ತ (ಜಿಎಸ್‌ಟಿ ಹೊರತುಪಡಿಸಿ) xyxy=(819,1187,896,1208)
cell-deposit: 12,000 xyxy=(896,1208,935,1229)
indent-item: 8) ಇಂಡೆಂಟ್ ನಂ– 42561 ರೂ. 16.00ಲಕ್ಷ xyxy=(13,771,115,779)
notice-text-repeat: ಈ ಮೂಲಕ ಸಾರ್ವಜನಿಕರಿಗೆ ತಿಳಿಯಪಡಿಸುವುದೇನೆಂದರೆ, ಮೇಲ್ಕಂಡ ಸ್ವತ್ತಿನ ಬಗ್ಗೆ ನನ್ನ ಕಕ್ಷಿದಾರರು ಕ್ರಯಕ್ಕೆ ಪಡೆಯಲು ಒಪ್ಪಂದ ಮಾಡಿಕೊಂಡಿರುತ್ತಾರೆ. ಸದರಿ ಸ್ವತ್ತಿನ ಬಗ್ಗೆ ಯಾರಿಗಾದರೂ ಹಕ್ಕು, ಬಾಧ್ಯತೆ ಇದ್ದಲ್ಲಿ 7 ದಿನಗಳೊಳಗಾಗಿ ಕೆಳಕಂಡ ವಿಳಾಸಕ್ಕೆ ದಾಖಲೆಗಳೊಂದಿಗೆ ಸಂಪರ್ಕಿಸುವುದು. xyxy=(243,70,347,103)
indent-item: 33) ಇಂಡೆಂಟ್ ನಂ– 52396 ರೂ. 25.00ಲಕ್ಷ (2ನೇ ಕರೆ) xyxy=(183,925,314,933)
hdmc-tender-bar: ಅಲ್ಪಾವಧಿ / ಇ-ಟೆಂಡರ್ ಅಧಿಸೂಚನೆ xyxy=(5,666,351,681)
column-3 xyxy=(238,24,352,594)
krdl-tender-bar: ಅಲ್ಪಾವಧಿ ಟೆಂಡರ್ ಪ್ರಕಟಣೆ xyxy=(590,1137,940,1152)
indent-item: 29) ಇಂಡೆಂಟ್ ನಂ– 48667 ರೂ. 12.00ಲಕ್ಷ (2ನೇ ಕರೆ) xyxy=(183,905,314,913)
cell-open xyxy=(883,596,936,619)
notice-text: ಈ ಮೂಲಕ ಸಾರ್ವಜನಿಕರಿಗೆ ತಿಳಿಯಪಡಿಸುವುದೇನೆಂದರೆ, ಮೇಲ್ಕಂಡ ಸ್ವತ್ತಿನ ಬಗ್ಗೆ ನನ್ನ ಕಕ್ಷಿದಾರರು ಕ್ರಯಕ್ಕೆ ಪಡೆಯಲು ಒಪ್ಪಂದ ಮಾಡಿಕೊಂಡಿರುತ್ತಾರೆ. ಸದರಿ ಸ್ವತ್ತಿನ ಬಗ್ಗೆ ಯಾರಿಗಾದರೂ ಹಕ್ಕು, ಬಾಧ್ಯತೆ ಇದ್ದಲ್ಲಿ 7 ದಿನಗಳೊಳಗಾಗಿ ಕೆಳಕಂಡ ವಿಳಾಸಕ್ಕೆ ದಾಖಲೆಗಳೊಂದಿಗೆ ಸಂಪರ್ಕಿಸುವುದು. xyxy=(711,292,815,325)
table-row xyxy=(361,1132,581,1151)
notice-heading: BEFORE THE ASSISTANT COMMISSIONER, BENGALURU NORTH SUB-DIVISION AT BENGALURU R.A. (YLK) NO. 844/2024-25 xyxy=(13,261,109,300)
indent-item: 9) ಇಂಡೆಂಟ್ ನಂ– 53629 ರೂ. 39.00ಲಕ್ಷ xyxy=(13,790,115,798)
cell-sl: 2 xyxy=(361,1119,380,1132)
kbjnl-sign: ಸಹಿ/- ಕಾರ್ಯನಿರ್ವಾಹಕ ಅಭಿಯಂತರರು, ಕೃಭಾಜನಿನಿ, ಸಣ್ಣ ಮತ್ತು ಪೂರ್ವ ನೀರಾವರಿ ವಿಭಾಗ, ಬಾಗಲಕೋಟೆ xyxy=(708,893,932,902)
cell-open xyxy=(883,619,936,642)
bmp-tender-table xyxy=(360,1078,581,1164)
bmp-sign: ಸಹಿ/– ಕಾರ್ಯಪಾಲಕ ಅಭಿಯಂತರರು, ರಾಜಾಜಿನಗರ ವಿಭಾಗ xyxy=(454,1198,579,1207)
indent-item: 53) ಇಂಡೆಂಟ್ ನಂ– 43490 ರೂ. 3.75ಲಕ್ಷ (2ನೇ ಕರೆ) xyxy=(183,1021,310,1028)
krdl-meta xyxy=(590,1126,940,1137)
indent-item: 2) ಇಂಡೆಂಟ್ ನಂ– 53963 ರೂ. 6.86ಲಕ್ಷ xyxy=(183,714,281,721)
notice-body: Between: Mrs. Vijayalakshmi W/o. Late Rajendra ...Plaintiff And Govinda and Others ...Defendants. SUIT SUMMONS TO DEFENDANTS U/O V RULE 20 OF THE CODE OF CIVIL PROCEDURE. 1. Sri Govinda, 2. Smt. Saraswathi, 3. Smt. Muthumari @ Lakshmi, 4. Smt. Chandrakala, 5. Smt. Indira, 6. Sri Babu, 7. B.A Raghu. Whereas the above named plaintiff instituted a suit against you for partition. You are hereby summoned to appear before this court on 29.01.2026 at 11.00 a.m. xyxy=(477,428,581,530)
bwssb-tender-bar: ಟೆಂಡರ್‌ಗಳ ಆಹ್ವಾನ (ಕೆಪಿಪಿ ಪೋರ್ಟಲ್ ಮೂಲಕ ಮಾತ್ರ) xyxy=(590,540,940,554)
column-header: ಕ್ರ. ಸಂ. xyxy=(361,1079,380,1100)
ads-phone-1[interactable]: 9845438807 xyxy=(130,267,226,286)
kannada-notice-2 xyxy=(823,147,941,267)
notice-text-repeat: ಈ ಮೂಲಕ ಸಾರ್ವಜನಿಕರಿಗೆ ತಿಳಿಯಪಡಿಸುವುದೇನೆಂದರೆ, ಮೇಲ್ಕಂಡ ಸ್ವತ್ತಿನ ಬಗ್ಗೆ ನನ್ನ ಕಕ್ಷಿದಾರರು ಕ್ರಯಕ್ಕೆ ಪಡೆಯಲು ಒಪ್ಪಂದ ಮಾಡಿಕೊಂಡಿರುತ್ತಾರೆ. ಸದರಿ ಸ್ವತ್ತಿನ ಬಗ್ಗೆ ಯಾರಿಗಾದರೂ ಹಕ್ಕು, ಬಾಧ್ಯತೆ ಇದ್ದಲ್ಲಿ 7 ದಿನಗಳೊಳಗಾಗಿ ಕೆಳಕಂಡ ವಿಳಾಸಕ್ಕೆ ದಾಖಲೆಗಳೊಂದಿಗೆ ಸಂಪರ್ಕಿಸುವುದು. xyxy=(243,365,347,397)
cell-value: 29-01-2026 xyxy=(887,598,931,609)
cell-value: (ಕ್ರಿಯಾ–ಬೆಂ) ಎ.ಟಿ xyxy=(626,599,657,615)
indent-item: 28) ಇಂಡೆಂಟ್ ನಂ– 51582 ರೂ. 16.47ಲಕ್ಷ (2ನೇ ಕರೆ) xyxy=(13,905,144,913)
indent-item: 3) ಇಂಡೆಂಟ್ ನಂ– 54176 ರೂ. 10.00ಲಕ್ಷ xyxy=(13,723,115,731)
indent-group-title: ಸಾಮಾನ್ಯ ವರ್ಗದ ಗುತ್ತಿಗೆದಾರರಿಗೆ ಮೀಸಲಿರಿಸಿದ ಕಾಮಗಾರಿಗಳು xyxy=(13,818,159,828)
kannada-notice xyxy=(472,24,586,134)
notice-band: ಸಾರ್ವಜನಿಕ ಪ್ರಕಟಣೆ xyxy=(707,158,819,167)
legal-notice-ac xyxy=(4,257,118,587)
indent-item: 17) ಇಂಡೆಂಟ್ ನಂ– 54128 ರೂ. 11.00ಲಕ್ಷ xyxy=(183,838,288,846)
cell-tender xyxy=(621,619,663,642)
paper-name: ಹೊಸದಿಗಂತ 09 xyxy=(875,4,939,15)
notice-band: ಸಾರ್ವಜನಿಕ ಪ್ರಕಟಣೆ xyxy=(590,25,702,34)
indent-item: 50) ಇಂಡೆಂಟ್ ನಂ– 49898 ರೂ. 26.10ಲಕ್ಷ (3ನೇ ಕರೆ) xyxy=(13,1011,144,1019)
kannada-notice xyxy=(121,24,235,224)
notice-heading: IN THE COURT OF THE PRINCIPAL SENIOR CIVIL JUDGE BENGALURU RURAL DISTRICTS, BENGALURU O.S.No. 883/2019 xyxy=(477,141,581,172)
kannada-notice xyxy=(706,24,820,154)
black-mark xyxy=(880,1470,887,1477)
column-1 xyxy=(4,24,118,594)
cell-cat: ಇತರೆ xyxy=(380,1100,420,1119)
cell-sl: 3 xyxy=(361,1132,380,1151)
kbjnl-ref: ಸಂ: ಕೃಭಾಜನಿನಿ/ಸಮನೀವಿ/ಬಾಗ/ಟೆಂಡರ್/2025–26/1050&1051 xyxy=(596,806,754,813)
kbjnl-tender-bar: ಅಲ್ಪಾವಧಿ ಸಂಕ್ಷಿಪ್ತ ಟೆಂಡರ್ ಪ್ರಕಟಣೆ (ಇ-ಪೋರ್ಟಲ್ ಮೂಲಕ) xyxy=(590,816,940,831)
indent-item: 40) ಇಂಡೆಂಟ್ ನಂ– 44540 ರೂ. 15.00ಲಕ್ಷ (2ನೇ ಕರೆ) xyxy=(13,963,144,971)
notice-text-repeat: ಈ ಮೂಲಕ ಸಾರ್ವಜನಿಕರಿಗೆ ತಿಳಿಯಪಡಿಸುವುದೇನೆಂದರೆ, ಮೇಲ್ಕಂಡ ಸ್ವತ್ತಿನ ಬಗ್ಗೆ ನನ್ನ ಕಕ್ಷಿದಾರರು ಕ್ರಯಕ್ಕೆ ಪಡೆಯಲು ಒಪ್ಪಂದ ಮಾಡಿಕೊಂಡಿರುತ್ತಾರೆ. ಸದರಿ ಸ್ವತ್ತಿನ ಬಗ್ಗೆ ಯಾರಿಗಾದರೂ ಹಕ್ಕು, ಬಾಧ್ಯತೆ ಇದ್ದಲ್ಲಿ 7 ದಿನಗಳೊಳಗಾಗಿ ಕೆಳಕಂಡ ವಿಳಾಸಕ್ಕೆ ದಾಖಲೆಗಳೊಂದಿಗೆ ಸಂಪರ್ಕಿಸುವುದು. xyxy=(360,275,464,307)
indent-item: 44) ಇಂಡೆಂಟ್ ನಂ– 40212 ರೂ. 25.00ಲಕ್ಷ (2ನೇ ಕರೆ) xyxy=(13,982,144,990)
notice-band: ಸಾರ್ವಜನಿಕ ಪ್ರಕಟಣೆ xyxy=(707,281,819,290)
cell-sl: 1 xyxy=(595,1208,613,1229)
column-2 xyxy=(121,24,235,594)
hdmc-sign: ಕಾರ್ಯನಿರ್ವಾಹಕ ಅಭಿಯಂತರರು (ಉತ್ತರ), ಹುಬ್ಬಳ್ಳಿ–ಧಾರವಾಡ ಮಹಾನಗರ ಪಾಲಿಕೆ, ಹುಬ್ಬಳ್ಳಿ xyxy=(142,1091,343,1100)
cell-count: 08 xyxy=(537,1100,581,1119)
bwssb-header xyxy=(590,501,940,540)
indent-item: 1) ಇಂಡೆಂಟ್ ನಂ– 53181 ರೂ. 11.09ಲಕ್ಷ xyxy=(13,714,115,721)
kannada-notice-2 xyxy=(355,237,469,589)
indent-item: 30) ಇಂಡೆಂಟ್ ನಂ– 52281 ರೂ. 4.00ಲಕ್ಷ (2ನೇ ಕರೆ) xyxy=(13,915,140,923)
date-line: ಬೆಂಗಳೂರು | ಬುಧವಾರ, 21 ಜನವರಿ 2026 xyxy=(6,4,160,15)
cell-period xyxy=(799,1208,819,1229)
cell-last xyxy=(830,619,882,642)
indent-item: 4) ಇಂಡೆಂಟ್ ನಂ– 54259 ರೂ. 12.31ಲಕ್ಷ xyxy=(183,723,285,731)
cell-value: ಬೆಂಮುಲ/ಉ–1/2025–26 ದಿನಾಂಕ: 10–01–2026 xyxy=(670,623,759,639)
indent-item: 16) ಇಂಡೆಂಟ್ ನಂ– 54130 ರೂ. 8.20ಲಕ್ಷ xyxy=(13,838,115,846)
hdmc-date: ದಿನಾಂಕ: 19-01-2026 xyxy=(288,656,345,663)
kannada-notice-3 xyxy=(823,270,941,490)
table-row xyxy=(595,619,936,642)
bmp-footer: ಟೆಂಡರ್ ಸಲ್ಲಿಸಲು ಕೊನೆಯ ದಿನಾಂಕ: 30.01.2026 ಸಂಜೆ 5.00 ಗಂಟೆ. ತಾಂತ್ರಿಕ ಬಿಡ್ ತೆರೆಯುವ ದಿನಾಂಕ: 04.02.2026. ಹೆಚ್ಚಿನ ವಿವರಗಳಿಗೆ https://kppp.karnataka.gov.in ನೋಡುವುದು. xyxy=(362,1169,579,1195)
notice-body: BETWEEN : Vikrama Gouda ...Petitioner AND : M/s. Future Generali India Ins. Co. Ltd. & another ...Respondents. NOTICE TO THE RESPONDENT NO.2 Address: To M.R.M. Marathi B S/o. Sokkaman Agari aged 33 years. Whereas the above named Petitioner has filed the claim petition against to Respondents claiming of Rs.20,00,000/- on account of injuries sustained in a Road Traffic accident on 11.30 PM on 10.05.2024 proceeding on Road Ambedkar Residential school. Hence you are hereby directed to appear before this Court in person or through the pleader on 23/2026 at 11 AM, if failing which the matter will be heard in ex parte and disposed off. xyxy=(9,62,114,204)
notice-text: ಈ ಮೂಲಕ ಸಾರ್ವಜನಿಕರಿಗೆ ತಿಳಿಯಪಡಿಸುವುದೇನೆಂದರೆ, ಮೇಲ್ಕಂಡ ಸ್ವತ್ತಿನ ಬಗ್ಗೆ ನನ್ನ ಕಕ್ಷಿದಾರರು ಕ್ರಯಕ್ಕೆ ಪಡೆಯಲು ಒಪ್ಪಂದ ಮಾಡಿಕೊಂಡಿರುತ್ತಾರೆ. ಸದರಿ ಸ್ವತ್ತಿನ ಬಗ್ಗೆ ಯಾರಿಗಾದರೂ ಹಕ್ಕು, ಬಾಧ್ಯತೆ ಇದ್ದಲ್ಲಿ 7 ದಿನಗಳೊಳಗಾಗಿ ಕೆಳಕಂಡ ವಿಳಾಸಕ್ಕೆ ದಾಖಲೆಗಳೊಂದಿಗೆ ಸಂಪರ್ಕಿಸುವುದು. xyxy=(711,36,815,69)
indent-item: 38) ಇಂಡೆಂಟ್ ನಂ– 47900 ರೂ. 25.00ಲಕ್ಷ (3ನೇ ಕರೆ) xyxy=(13,953,144,961)
indent-group-title: (CAT-1) ಗುತ್ತಿಗೆದಾರರಿಗೆ ಮೀಸಲಿರಿಸಿದ ಕಾಮಗಾರಿ xyxy=(13,760,134,770)
indent-item: 10) ಇಂಡೆಂಟ್ ನಂ– SE7118 ರೂ. 47.75ಲಕ್ಷ xyxy=(183,790,294,798)
indent-item: 56) ಇಂಡೆಂಟ್ ನಂ– 44536 ರೂ. 6.45ಲಕ್ಷ (6ನೇ ಕರೆ) xyxy=(13,1040,140,1048)
hdmc-website[interactable]: ವೆಬ್‌ಸೈಟ್: www.hdmc.gov.in xyxy=(155,636,247,645)
krdl-sub: (ಕರ್ನಾಟಕ ಸರ್ಕಾರದ ಉದ್ಯಮ) ಪ್ರಧಾನ ವ್ಯವಸ್ಥಾಪಕರು (ತಾಂತ್ರಿಕ), ಕರ್ನಾಟಕ ರೂರಲ್ ಇನ್‌ಫ್ರಾಸ್ಟ್ರಕ್ಚರ್ ಡೆವಲಪ್‌ಮೆಂಟ್ ಲಿ., ಪ್ರಧಾನ ಕಛೇರಿ, ಬೆಂಗಳೂರು–560 056 xyxy=(634,1104,930,1119)
cell-amt: 12.71 & 8.47 xyxy=(420,1132,484,1151)
cell-amt: 22.00 xyxy=(420,1119,484,1132)
notice-body: Between: Smt. Nagamma & others ...Appellants And: The Tahasildar Yelahanka Taluk & others ...Respondents SUMMONS TO RESPONDENT No. 2 AND 3. Respondent No. 2: Venkataramappa S/o. late Siddappa. Respondent No. 3: A. Doreswamy Reddy S/o. Anndareddy. Whereas, the Appellants have instituted the above case against you to set aside the order passed by the Tahasildar. You are hereby summoned to appear before this Hon'ble Court in person or by a pleader on 23-01-2026 at 3. PM forenoon. xyxy=(126,377,230,485)
indent-item: 11) ಇಂಡೆಂಟ್ ನಂ– 53182 ರೂ. 4.00ಲಕ್ಷ xyxy=(13,800,115,808)
indent-item: 13) ಇಂಡೆಂಟ್ ನಂ– 53982 ರೂ. 7.00ಲಕ್ಷ xyxy=(13,809,115,817)
notice-schedule: SUIT SCHEDULE PROPERTY: All the piece and parcel of land bearing agricultural land measuring 0.08 guntas out of 0.13 guntas. xyxy=(477,265,581,292)
notice-text: ಈ ಮೂಲಕ ಸಾರ್ವಜನಿಕರಿಗೆ ತಿಳಿಯಪಡಿಸುವುದೇನೆಂದರೆ, ಮೇಲ್ಕಂಡ ಸ್ವತ್ತಿನ ಬಗ್ಗೆ ನನ್ನ ಕಕ್ಷಿದಾರರು ಕ್ರಯಕ್ಕೆ ಪಡೆಯಲು ಒಪ್ಪಂದ ಮಾಡಿಕೊಂಡಿರುತ್ತಾರೆ. ಸದರಿ ಸ್ವತ್ತಿನ ಬಗ್ಗೆ ಯಾರಿಗಾದರೂ ಹಕ್ಕು, ಬಾಧ್ಯತೆ ಇದ್ದಲ್ಲಿ 7 ದಿನಗಳೊಳಗಾಗಿ ಕೆಳಕಂಡ ವಿಳಾಸಕ್ಕೆ ದಾಖಲೆಗಳೊಂದಿಗೆ ಸಂಪರ್ಕಿಸುವುದು. xyxy=(243,331,347,363)
cell-sl: 1 xyxy=(361,1100,380,1119)
krdl-text: ಕರ್ನಾಟಕ ಗ್ರಾಮೀಣ ಮೂಲಸೌಕರ್ಯ ಅಭಿವೃದ್ಧಿ ನಿಯಮಿತದ ಪ್ರಧಾನ ಕಛೇರಿಯಿಂದ ಕೆಳಕಂಡ ಕಾಮಗಾರಿಗೆ ಕರ್ನಾಟಕ ಸರ್ಕಾರದ ಇ-ಪ್ರೊಕ್ಯೂರ್‌ಮೆಂಟ್ ಪೋರ್ಟಲ್ https://kppp.karnataka.gov.in ಮೂಲಕ ಅರ್ಹ ಗುತ್ತಿಗೆದಾರರಿಂದ ಟೆಂಡರ್‌ಗಳನ್ನು ಆಹ್ವಾನಿಸಲಾಗಿದೆ. ಕನಿಷ್ಠ ರೂ. 2000 ಲಕ್ಷಗಳ ವಾರ್ಷಿಕ ವಹಿವಾಟು ಹೊಂದಿರಬೇಕು. xyxy=(598,1155,932,1181)
indent-item: 51) ಇಂಡೆಂಟ್ ನಂ– 48037 ರೂ. 24.85ಲಕ್ಷ (3ನೇ ಕರೆ) xyxy=(183,1011,314,1019)
notice-text-repeat: ಈ ಮೂಲಕ ಸಾರ್ವಜನಿಕರಿಗೆ ತಿಳಿಯಪಡಿಸುವುದೇನೆಂದರೆ, ಮೇಲ್ಕಂಡ ಸ್ವತ್ತಿನ ಬಗ್ಗೆ ನನ್ನ ಕಕ್ಷಿದಾರರು ಕ್ರಯಕ್ಕೆ ಪಡೆಯಲು ಒಪ್ಪಂದ ಮಾಡಿಕೊಂಡಿರುತ್ತಾರೆ. ಸದರಿ ಸ್ವತ್ತಿನ ಬಗ್ಗೆ ಯಾರಿಗಾದರೂ ಹಕ್ಕು, ಬಾಧ್ಯತೆ ಇದ್ದಲ್ಲಿ 7 ದಿನಗಳೊಳಗಾಗಿ ಕೆಳಕಂಡ ವಿಳಾಸಕ್ಕೆ ದಾಖಲೆಗಳೊಂದಿಗೆ ಸಂಪರ್ಕಿಸುವುದು. xyxy=(360,343,464,375)
notice-body: Yallarthi Kamaramma & others ...Petitioners Kiran Sukani & another ...Respondents NOTICE TO RESPONDENT No 1. Whereas the above named Petitioner has filed claim petition against the Respondents claiming compensation of Rs.40,00,000/- for the injuries sustained. Hence you are hereby directed to appear before this Court on 18/02/2026 at 11.00 AM. xyxy=(594,303,698,377)
notice-text-repeat: ಈ ಮೂಲಕ ಸಾರ್ವಜನಿಕರಿಗೆ ತಿಳಿಯಪಡಿಸುವುದೇನೆಂದರೆ, ಮೇಲ್ಕಂಡ ಸ್ವತ್ತಿನ ಬಗ್ಗೆ ನನ್ನ ಕಕ್ಷಿದಾರರು ಕ್ರಯಕ್ಕೆ ಪಡೆಯಲು ಒಪ್ಪಂದ ಮಾಡಿಕೊಂಡಿರುತ್ತಾರೆ. ಸದರಿ ಸ್ವತ್ತಿನ ಬಗ್ಗೆ ಯಾರಿಗಾದರೂ ಹಕ್ಕು, ಬಾಧ್ಯತೆ ಇದ್ದಲ್ಲಿ 7 ದಿನಗಳೊಳಗಾಗಿ ಕೆಳಕಂಡ ವಿಳಾಸಕ್ಕೆ ದಾಖಲೆಗಳೊಂದಿಗೆ ಸಂಪರ್ಕಿಸುವುದು. xyxy=(360,377,464,409)
table-row xyxy=(595,596,936,619)
ads-title: ಜಾಹೀರಾತಿಗಾಗಿ ಸಂಪರ್ಕಿಸಿ : xyxy=(141,233,215,267)
cell-amount: 47,000/– xyxy=(819,1208,896,1229)
indent-item: 42) ಇಂಡೆಂಟ್ ನಂ– 37291 ರೂ. 5.70ಲಕ್ಷ (2ನೇ ಕರೆ) xyxy=(13,973,140,981)
indent-item: 52) ಇಂಡೆಂಟ್ ನಂ– 32696 ರೂ. 25.00ಲಕ್ಷ (2ನೇ ಕರೆ) xyxy=(13,1021,144,1028)
name-change-notice xyxy=(589,137,703,262)
krdl-title: ಕರ್ನಾಟಕ ರೂರಲ್ ಇನ್‌ಫ್ರಾಸ್ಟ್ರಕ್ಚರ್ ಡೆವಲಪ್‌ಮೆಂಟ್ ಲಿಮಿಟೆಡ್ xyxy=(677,1091,887,1103)
cell-value: 28-01-2026 xyxy=(887,621,931,632)
column-8 xyxy=(823,24,941,499)
legal-notice-mact xyxy=(4,24,118,254)
krdl-footer: KPPP ಪೋರ್ಟಲ್‌ನಲ್ಲಿ ಟೆಂಡರ್ ದಾಖಲಾತಿಗಳು ಲಭ್ಯವಿರುವ ದಿನಾಂಕ: 21.01.2026. ಟೆಂಡರ್ ಸಲ್ಲಿಸಲು ಕೊನೆಯ ದಿನಾಂಕ: 29.01.2026 ಸಂಜೆ 4.00 ಗಂಟೆ. ತಾಂತ್ರಿಕ ಬಿಡ್ ತೆರೆಯುವ ದಿನಾಂಕ: 30.01.2026. ದೂರವಾಣಿ: +91 7619456646. xyxy=(598,1234,932,1252)
bmp-ref: ಸಂಖ್ಯೆ: ಕಾಅ(ರಾ.ವಿ)/ಟಿಎ/04/2025–26 ದಿನಾಂಕ: 20–01–2026 xyxy=(362,1022,497,1028)
indent-item: 22) ಇಂಡೆಂಟ್ ನಂ– 53711 ರೂ. 22.00ಲಕ್ಷ xyxy=(13,867,118,875)
indent-item: 49) ಇಂಡೆಂಟ್ ನಂ– 37806 ರೂ. 2.10ಲಕ್ಷ (2ನೇ ಕರೆ) xyxy=(183,1001,310,1009)
indent-item: 54) ಇಂಡೆಂಟ್ ನಂ– 46373 ರೂ. 10.00ಲಕ್ಷ (2ನೇ ಕರೆ) xyxy=(13,1030,144,1038)
cell-value: 28-01-2026 xyxy=(834,598,879,609)
cell-sl xyxy=(595,596,622,619)
indent-item: 7) ಇಂಡೆಂಟ್ ನಂ– 54260 ರೂ. 7.80ಲಕ್ಷ xyxy=(183,752,281,760)
krdl-header xyxy=(590,1085,940,1126)
cell-value: 2 xyxy=(605,627,610,635)
notice-text-repeat: ಈ ಮೂಲಕ ಸಾರ್ವಜನಿಕರಿಗೆ ತಿಳಿಯಪಡಿಸುವುದೇನೆಂದರೆ, ಮೇಲ್ಕಂಡ ಸ್ವತ್ತಿನ ಬಗ್ಗೆ ನನ್ನ ಕಕ್ಷಿದಾರರು ಕ್ರಯಕ್ಕೆ ಪಡೆಯಲು ಒಪ್ಪಂದ ಮಾಡಿಕೊಂಡಿರುತ್ತಾರೆ. ಸದರಿ ಸ್ವತ್ತಿನ ಬಗ್ಗೆ ಯಾರಿಗಾದರೂ ಹಕ್ಕು, ಬಾಧ್ಯತೆ ಇದ್ದಲ್ಲಿ 7 ದಿನಗಳೊಳಗಾಗಿ ಕೆಳಕಂಡ ವಿಳಾಸಕ್ಕೆ ದಾಖಲೆಗಳೊಂದಿಗೆ ಸಂಪರ್ಕಿಸುವುದು. xyxy=(243,399,347,431)
indent-item: 58) ಇಂಡೆಂಟ್ ನಂ– 45540 ರೂ. 17.60ಲಕ್ಷ (2ನೇ ಕರೆ) xyxy=(13,1049,144,1057)
bmp-sub-1: ಮಲ್ಲೇಶ್ವರಂ ವಲಯ xyxy=(463,992,508,1000)
notice-body: BETWEEN : SANTHOSH KUMAR V.R. S/o. M. Ramaiah, Aged about 37 years, Residing at No.351 6th 'A' Cross, Attur Layout, Yelahanka New Town, Bengaluru 560 064 ...APPELLANT AND : THE TAHSILDAR AND OTHERS ...RESPONDENT. UNDER ORDER V RULE 20 READ WITH SECTION 151 CPC. NOTICE TO THE RESPONDENT NO.2 TO 5. Resdt. No.2: SMT. GAYATHRI, Resdt. No.3: SMT. ARPITHA, Resdt. No.4: CHAITHRA, Resdt. No.5: GREESHMA. Whereas the appellant has filed the above appeal against the respondents challenging the order of the Tahsildar. You are hereby notice to appear before the Honble Assistant Commissioner, Bengaluru North Sub-Division on 30th day of January 2026 at 11.00 A.M. xyxy=(9,303,113,459)
notice-band: ಸಾರ್ವಜನಿಕ ಪ್ರಕಟಣೆ xyxy=(239,25,351,34)
indent-item: 15) ಇಂಡೆಂಟ್ ನಂ– 54129 ರೂ. 15.00ಲಕ್ಷ xyxy=(183,829,289,837)
